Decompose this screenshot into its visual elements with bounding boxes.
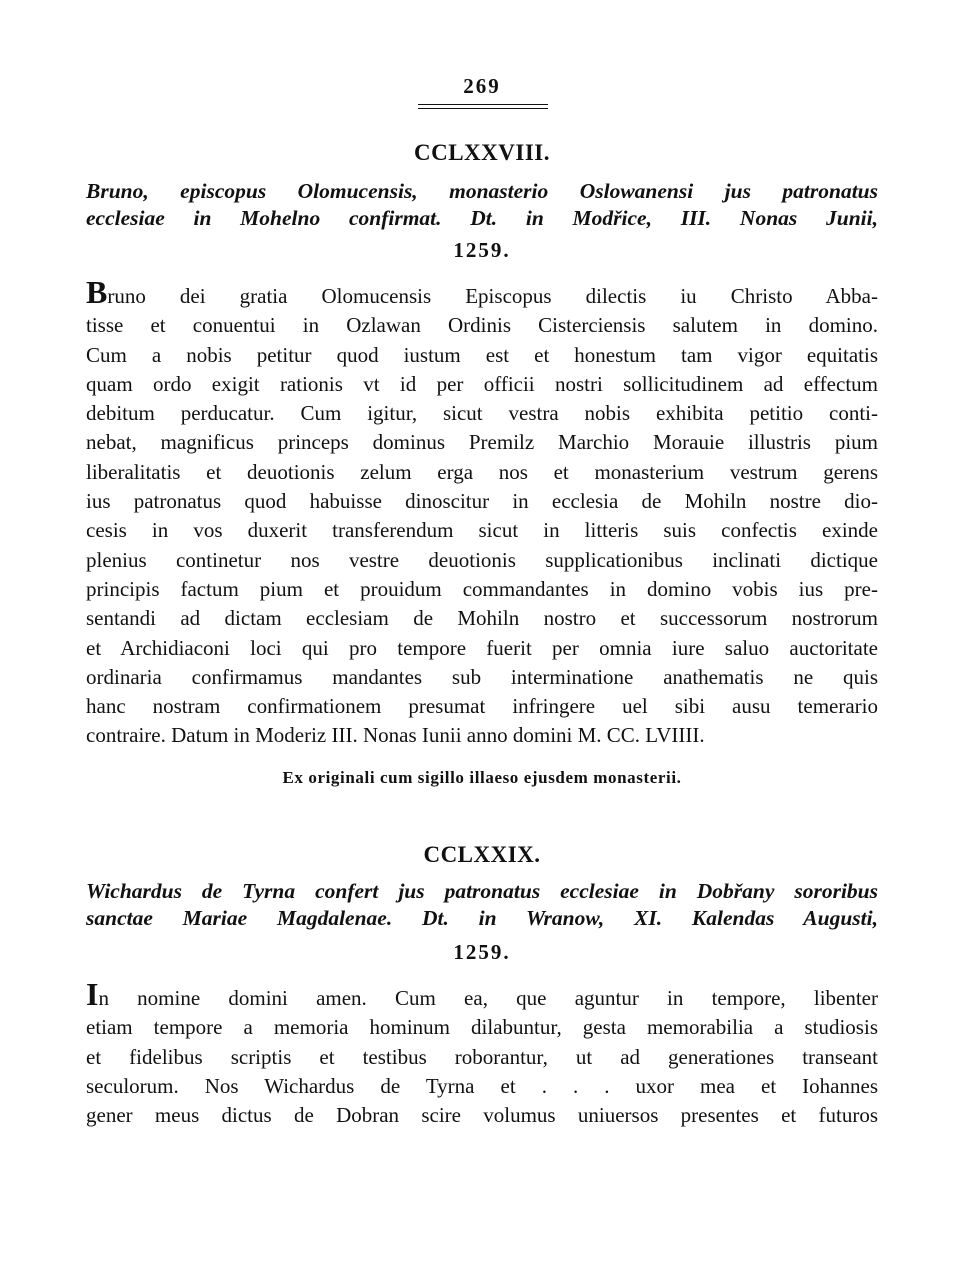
doc1-body-line: ordinaria confirmamus mandantes sub interminatione anathematis ne quis xyxy=(86,664,878,689)
doc1-source-note: Ex originali cum sigillo illaeso ejusdem monasterii. xyxy=(282,768,682,787)
page-number-rule-thin xyxy=(418,108,548,109)
doc2-body-line: seculorum. Nos Wichardus de Tyrna et . . . uxor mea et Iohannes xyxy=(86,1073,878,1098)
doc2-body-line: et fidelibus scriptis et testibus roborantur, ut ad generationes transeant xyxy=(86,1044,878,1069)
doc1-summary-line-2: ecclesiae in Mohelno confirmat. Dt. in Modřice, III. Nonas Junii, xyxy=(86,206,878,230)
doc2-summary-line-2: sanctae Mariae Magdalenae. Dt. in Wranow, XI. Kalendas Augusti, xyxy=(86,906,878,930)
doc1-initial: B xyxy=(86,282,108,310)
doc2-summary xyxy=(86,878,878,932)
doc2-body-line: etiam tempore a memoria hominum dilabuntur, gesta memorabilia a studiosis xyxy=(86,1015,878,1040)
doc1-number: CCLXXVIII. xyxy=(414,140,550,165)
doc2-number: CCLXXIX. xyxy=(423,842,541,867)
doc1-body-line: debitum perducatur. Cum igitur, sicut vestra nobis exhibita petitio conti- xyxy=(86,401,878,426)
doc1-body-line: nebat, magnificus princeps dominus Premilz Marchio Morauie illustris pium xyxy=(86,430,878,455)
doc1-body-line: principis factum pium et prouidum commandantes in domino vobis ius pre- xyxy=(86,576,878,601)
doc1-body-line: quam ordo exigit rationis vt id per officii nostri sollicitudinem ad effectum xyxy=(86,371,878,396)
doc2-body-line: gener meus dictus de Dobran scire volumus uniuersos presentes et futuros xyxy=(86,1103,878,1128)
doc1-body-line: et Archidiaconi loci qui pro tempore fuerit per omnia iure saluo auctoritate xyxy=(86,635,878,660)
doc1-body-line: contraire. Datum in Moderiz III. Nonas Iunii anno domini M. CC. LVIIII. xyxy=(86,723,705,748)
doc2-summary-line-1: Wichardus de Tyrna confert jus patronatus ecclesiae in Dobřany sororibus xyxy=(86,879,878,903)
doc1-body-line: hanc nostram confirmationem presumat infringere uel sibi ausu temerario xyxy=(86,694,878,719)
doc1-year: 1259. xyxy=(453,238,511,262)
doc2-body-line: In nomine domini amen. Cum ea, que aguntur in tempore, libenter xyxy=(86,984,878,1013)
doc1-body-line: Bruno dei gratia Olomucensis Episcopus dilectis iu Christo Abba- xyxy=(86,282,878,311)
page-number: 269 xyxy=(463,74,501,98)
doc2-initial: I xyxy=(86,984,99,1012)
doc1-summary-line-1: Bruno, episcopus Olomucensis, monasterio Oslowanensi jus patronatus xyxy=(86,179,878,203)
page-number-rule xyxy=(418,104,548,105)
doc1-body xyxy=(86,282,878,751)
doc1-body-line: tisse et conuentui in Ozlawan Ordinis Cisterciensis salutem in domino. xyxy=(86,313,878,338)
doc1-body-line: liberalitatis et deuotionis zelum erga nos et monasterium vestrum gerens xyxy=(86,459,878,484)
doc2-year: 1259. xyxy=(453,940,511,964)
doc1-summary xyxy=(86,178,878,232)
doc1-body-line: Cum a nobis petitur quod iustum est et honestum tam vigor equitatis xyxy=(86,342,878,367)
doc1-body-line: cesis in vos duxerit transferendum sicut in litteris suis confectis exinde xyxy=(86,518,878,543)
doc1-body-line: ius patronatus quod habuisse dinoscitur in ecclesia de Mohiln nostre dio- xyxy=(86,489,878,514)
doc2-body xyxy=(86,984,878,1130)
doc1-body-line: plenius continetur nos vestre deuotionis supplicationibus inclinati dictique xyxy=(86,547,878,572)
doc1-body-line: sentandi ad dictam ecclesiam de Mohiln nostro et successorum nostrorum xyxy=(86,606,878,631)
